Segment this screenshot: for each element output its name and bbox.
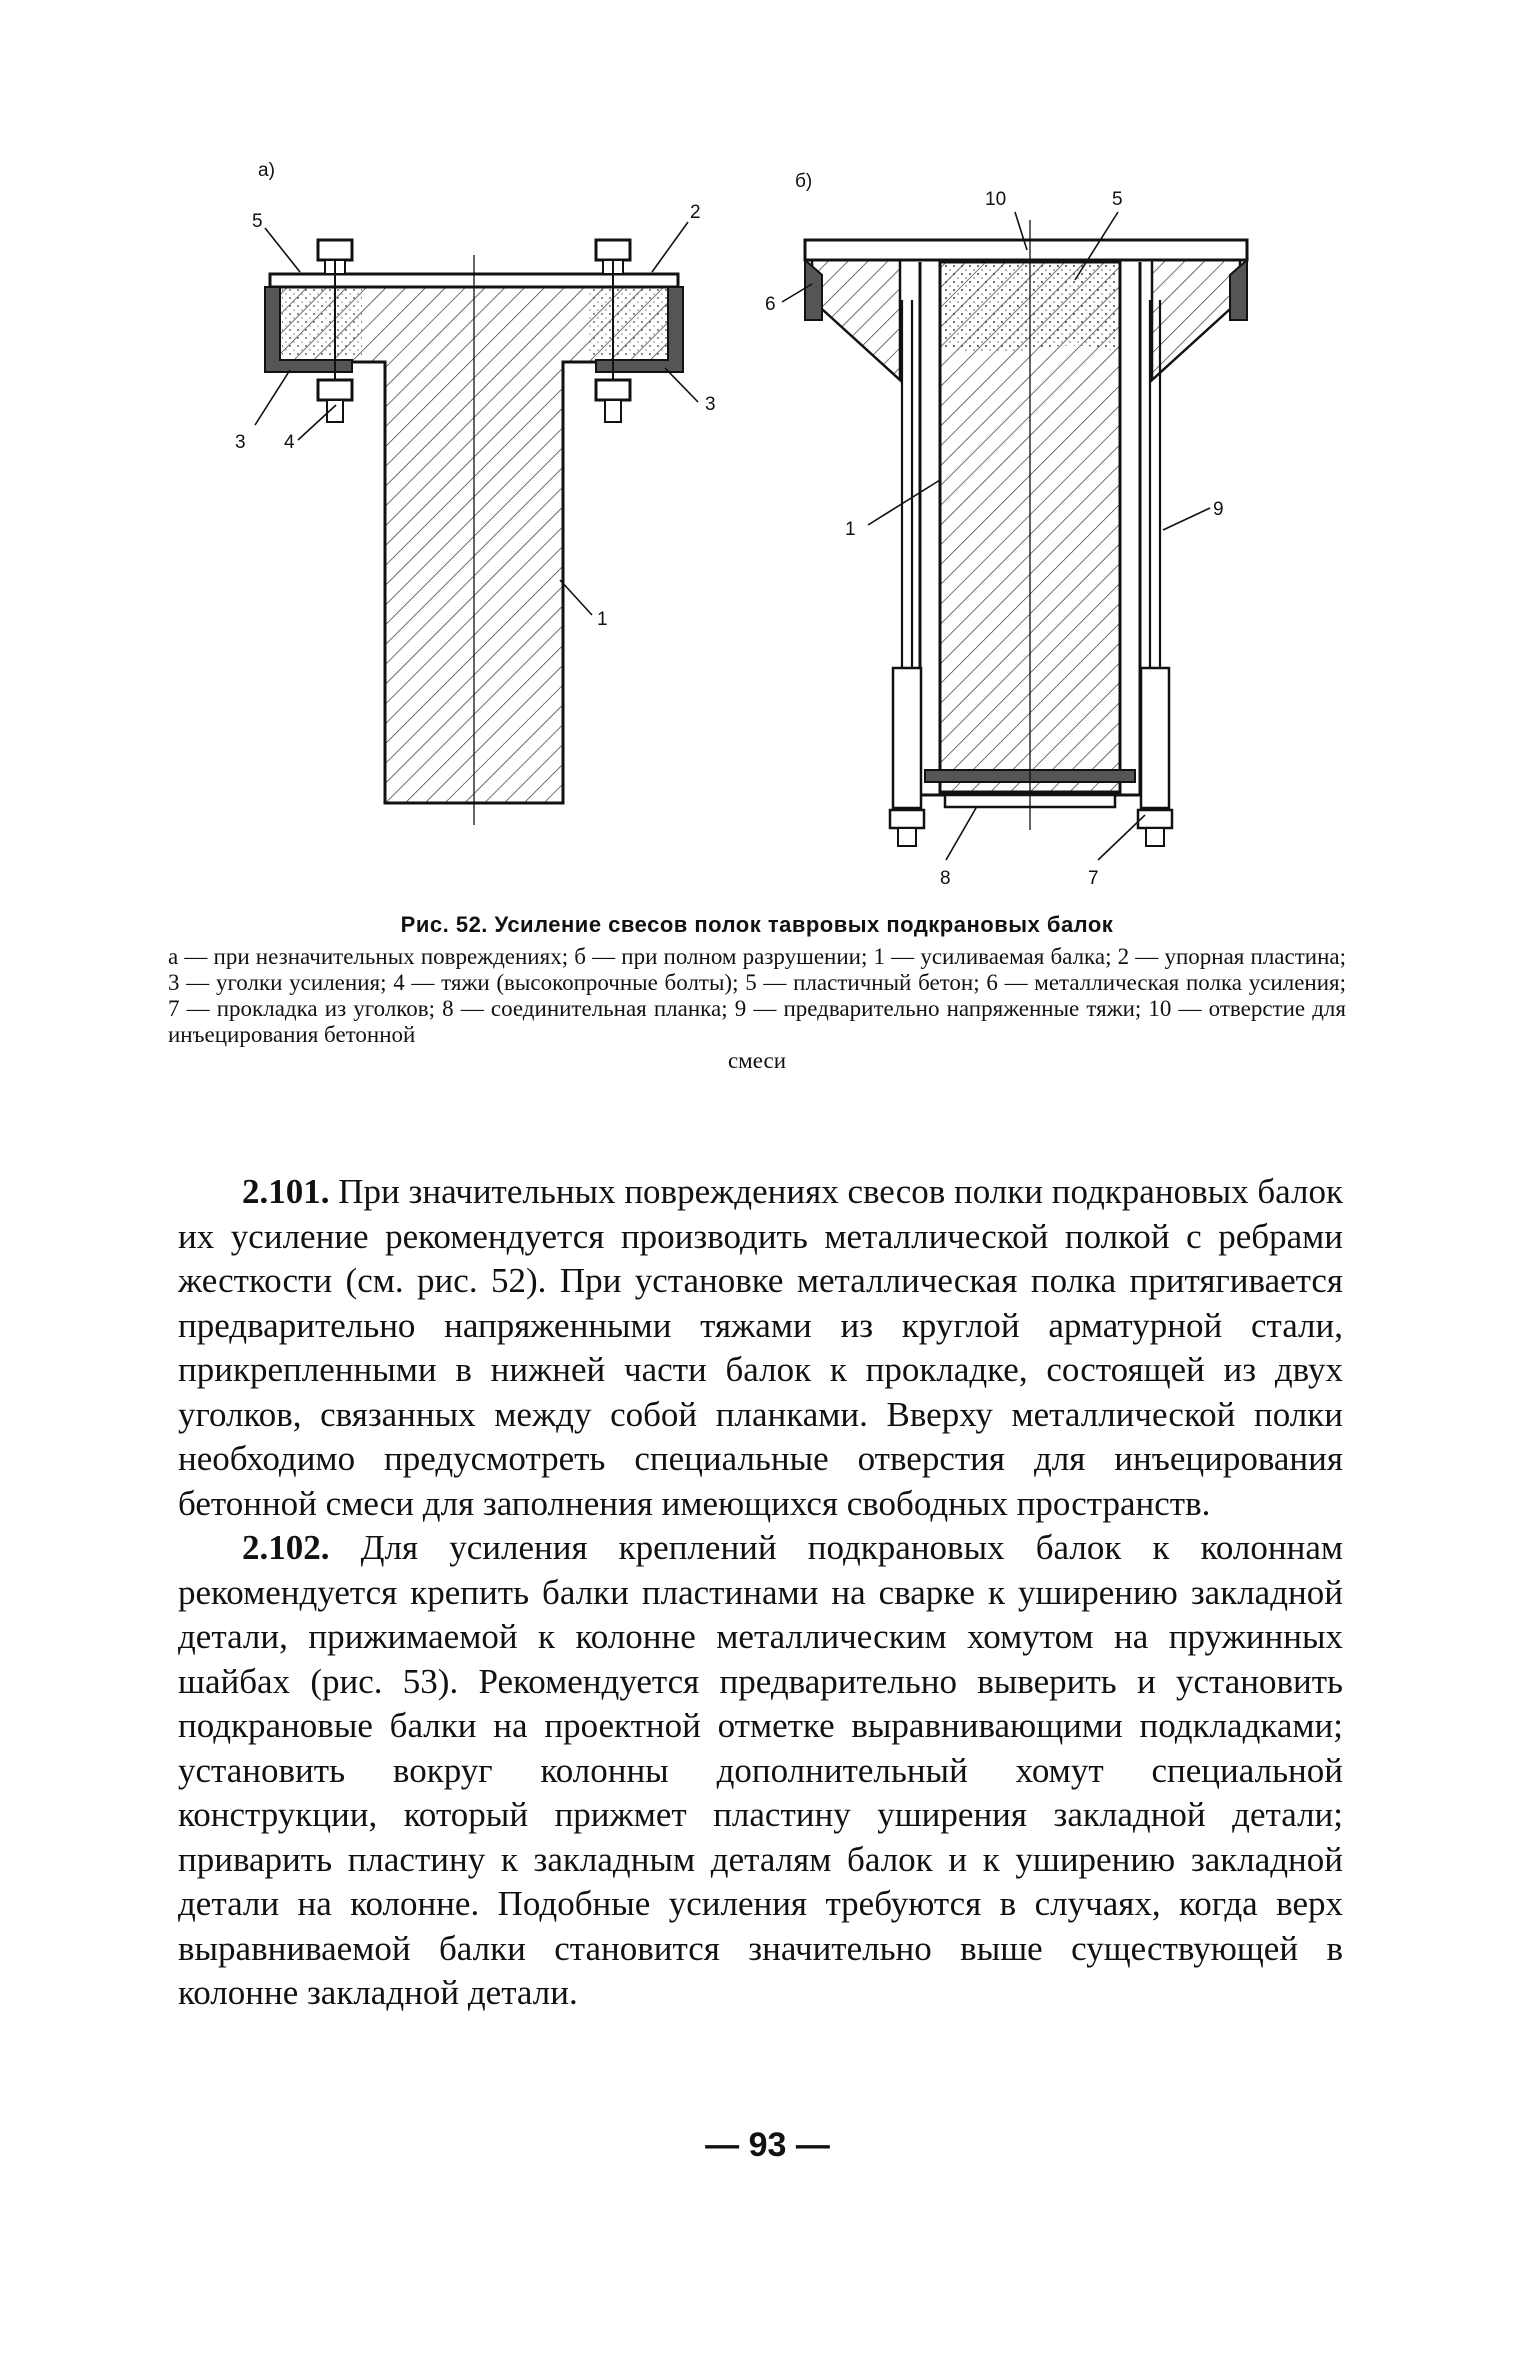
panel-b-label: б) — [795, 171, 813, 192]
tie-rod-right — [1138, 300, 1172, 846]
page-number: — 93 — — [705, 2126, 830, 2164]
paragraph-text: Для усиления креплений подкрановых балок к колоннам рекомендуется крепить балки пластинами на сварке к уширению закладной детали, прижимаемой к колонне металлическим хомутом на пружинных шайбах (рис. 53). Рекомендуется предварительно выверить и установить подкрановые балки на проектной отметке выравнивающими подкладками; установить вокруг колонны дополнительный хомут специальной конструкции, который прижмет пластину уширения закладной детали; приварить пластину к закладным деталям балок и к уширению закладной детали на колонне. Подобные усиления требуются в случаях, когда верх выравниваемой балки становится значительно выше существующей в колонне закладной детали. — [178, 1528, 1343, 2012]
panel-a-drawing — [235, 160, 716, 825]
callout-8-b: 8 — [940, 868, 951, 889]
callout-6-b: 6 — [765, 294, 776, 315]
metal-flange — [805, 240, 1247, 260]
stiffener-right — [1152, 260, 1240, 380]
callout-9-b: 9 — [1213, 499, 1224, 520]
callout-7-b: 7 — [1088, 868, 1099, 889]
callout-3-a-left: 3 — [235, 432, 246, 453]
callout-4-a: 4 — [284, 432, 295, 453]
plastic-concrete-left — [282, 285, 362, 355]
caption-body: а — при незначительных повреждениях; б — при полном разрушении; 1 — усиливаемая балка; 2 — упорная пластина; 3 — уголки усиления; 4 — тяжи (высокопрочные болты); 5 — пластичный бетон; 6 — металлическая полка усиления; 7 — прокладка из уголков; 8 — соединительная планка; 9 — предварительно напряженные тяжи; 10 — отверстие для инъецирования бетонной — [168, 944, 1346, 1047]
callout-2-a: 2 — [690, 202, 701, 223]
stiffener-left — [812, 260, 900, 380]
panel-b-drawing — [765, 171, 1247, 889]
callout-5-b: 5 — [1112, 189, 1123, 210]
plastic-concrete-right — [588, 285, 668, 355]
callout-5-a: 5 — [252, 211, 263, 232]
panel-a-label: а) — [258, 160, 275, 181]
paragraph-number: 2.102. — [242, 1528, 330, 1567]
body-text — [178, 1170, 1343, 2016]
paragraph-2-102 — [178, 1526, 1343, 2016]
callout-1-b: 1 — [845, 519, 856, 540]
callout-10-b: 10 — [985, 189, 1007, 210]
figure-52 — [0, 0, 1535, 900]
callout-1-a: 1 — [597, 609, 608, 630]
paragraph-number: 2.101. — [242, 1172, 330, 1211]
paragraph-2-101 — [178, 1170, 1343, 1526]
figure-caption — [168, 912, 1346, 1074]
caption-title: Рис. 52. Усиление свесов полок тавровых подкрановых балок — [400, 912, 1114, 937]
caption-tail: смеси — [727, 1048, 787, 1073]
paragraph-text: При значительных повреждениях свесов полки подкрановых балок их усиление рекомендуется производить металлической полкой с ребрами жесткости (см. рис. 52). При установке металлическая полка притягивается предварительно напряженными тяжами из круглой арматурной стали, прикрепленными в нижней части балок к прокладке, состоящей из двух уголков, связанных между собой планками. Вверху металлической полки необходимо предусмотреть специальные отверстия для инъецирования бетонной смеси для заполнения имеющихся свободных пространств. — [178, 1172, 1343, 1523]
callout-3-a-right: 3 — [705, 394, 716, 415]
